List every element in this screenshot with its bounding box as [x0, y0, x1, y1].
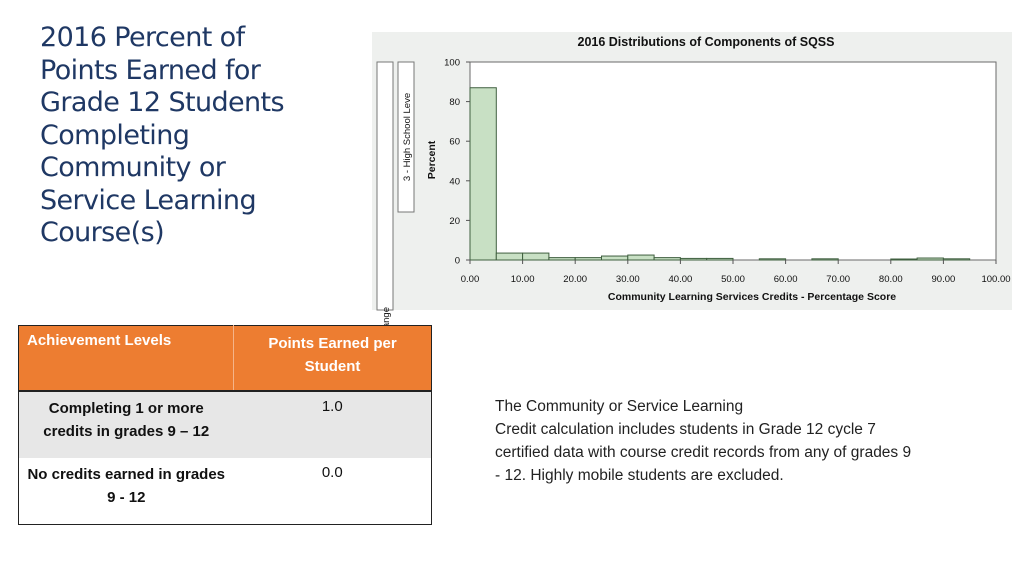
x-tick-label: 100.00 [981, 274, 1011, 285]
histogram-bar [943, 259, 969, 260]
row-level: No credits earned in grades 9 - 12 [19, 458, 234, 525]
histogram-bar [523, 253, 549, 260]
note-line: certified data with course credit records from any of grades 9 [495, 444, 912, 461]
table-header-row [19, 326, 432, 392]
histogram-bar [654, 258, 680, 260]
y-tick-label: 60 [449, 136, 460, 148]
histogram-bar [812, 259, 838, 260]
row-level: Completing 1 or more credits in grades 9 – 12 [19, 391, 234, 458]
histogram-bar [549, 258, 575, 260]
x-tick-label: 70.00 [826, 274, 851, 285]
histogram-bar [891, 259, 917, 260]
header-points-earned: Points Earned per Student [234, 326, 432, 392]
y-tick-label: 100 [444, 57, 460, 69]
y-axis-label: Percent [426, 140, 438, 180]
y-tick-label: 80 [449, 97, 460, 109]
histogram-bar [917, 258, 943, 260]
histogram-chart [372, 32, 1012, 310]
plot-area [470, 62, 996, 260]
note-line: - 12. Highly mobile students are excluded. [495, 467, 784, 484]
x-tick-label: 10.00 [510, 274, 535, 285]
note-line: The Community or Service Learning [495, 398, 744, 415]
row-points: 1.0 [234, 391, 432, 458]
x-tick-label: 90.00 [931, 274, 956, 285]
y-tick-label: 0 [454, 255, 460, 267]
panel-label-level: 3 - High School Leve [402, 92, 413, 182]
achievement-table [18, 325, 432, 525]
chart-svg [372, 32, 1012, 310]
x-tick-label: 80.00 [878, 274, 903, 285]
histogram-bar [602, 256, 628, 260]
calculation-note [495, 395, 985, 487]
histogram-bar [707, 258, 733, 260]
x-tick-label: 50.00 [721, 274, 745, 285]
x-tick-label: 40.00 [668, 274, 693, 285]
x-tick-label: 0.00 [460, 274, 480, 285]
x-tick-label: 20.00 [563, 274, 588, 285]
histogram-bar [575, 258, 601, 260]
histogram-bar [470, 88, 496, 260]
table-row [19, 391, 432, 458]
histogram-bar [759, 259, 785, 260]
x-tick-label: 60.00 [773, 274, 798, 285]
table-row [19, 458, 432, 525]
histogram-bar [496, 253, 522, 260]
chart-title: 2016 Distributions of Components of SQSS [577, 35, 835, 49]
header-achievement-levels: Achievement Levels [19, 326, 234, 392]
histogram-bar [680, 258, 706, 260]
row-points: 0.0 [234, 458, 432, 525]
x-axis-label: Community Learning Services Credits - Percentage Score [607, 291, 897, 303]
y-tick-label: 40 [449, 176, 460, 188]
panel-strip-outer [377, 62, 393, 310]
slide-title: 2016 Percent of Points Earned for Grade 12 Students Completing Community or Service Learning Course(s) [40, 22, 284, 248]
y-tick-label: 20 [449, 215, 460, 227]
note-line: Credit calculation includes students in Grade 12 cycle 7 [495, 421, 876, 438]
x-tick-label: 30.00 [615, 274, 640, 285]
histogram-bar [628, 255, 654, 260]
